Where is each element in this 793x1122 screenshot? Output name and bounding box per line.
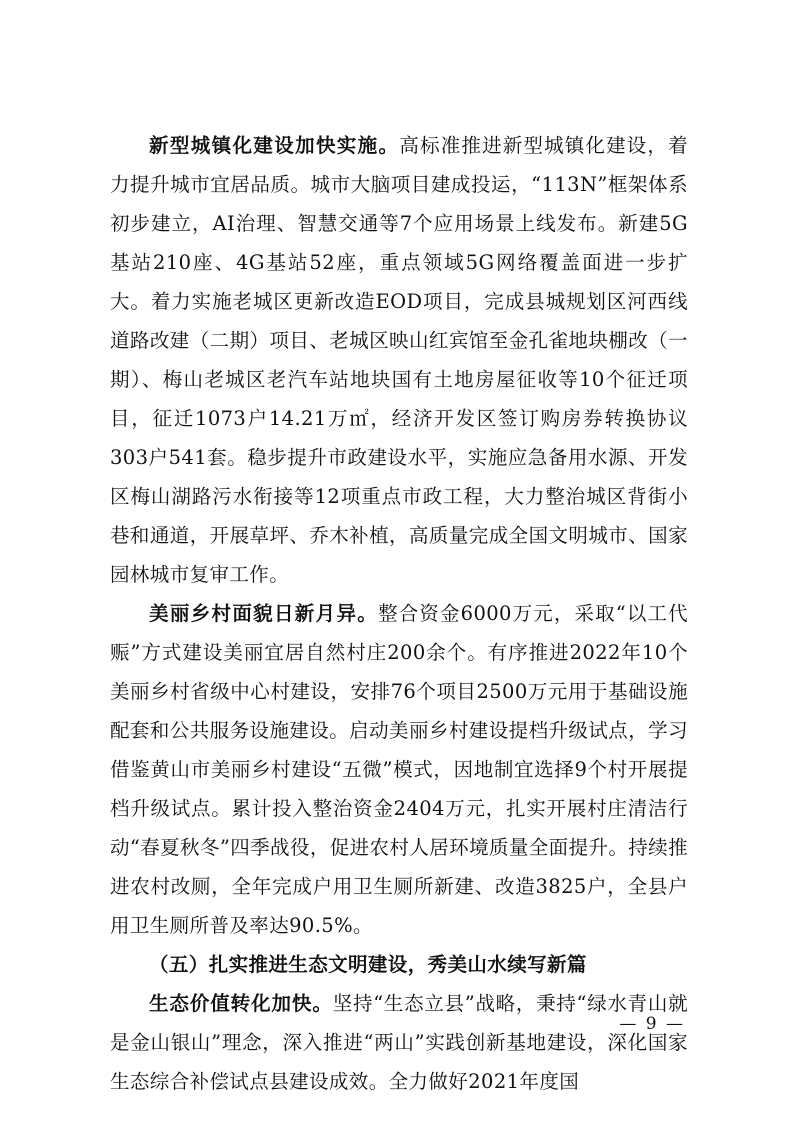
paragraph-text: 高标准推进新型城镇化建设，着力提升城市宜居品质。城市大脑项目建成投运，“113N”框架体系初步建立，AI治理、智慧交通等7个应用场景上线发布。新建5G基站210座、4G基站52座，重点领域5G网络覆盖面进一步扩大。着力实施老城区更新改造EOD项目，完成县城规划区河西线道路改建（二期）项目、老城区映山红宾馆至金孔雀地块棚改（一期）、梅山老城区老汽车站地块国有土地房屋征收等10个征迁项目，征迁1073户14.21万㎡，经济开发区签订购房券转换协议303户541套。稳步提升市政建设水平，实施应急备用水源、开发区梅山湖路污水衔接等12项重点市政工程，大力整治城区背街小巷和通道，开展草坪、乔木补植，高质量完成全国文明城市、国家园林城市复审工作。 <box>110 134 688 586</box>
paragraph-ecology-value <box>110 984 688 1101</box>
paragraph-lead: 新型城镇化建设加快实施。 <box>149 134 400 157</box>
paragraph-lead: 美丽乡村面貌日新月异。 <box>149 602 379 625</box>
paragraph-rural-beauty <box>110 594 688 945</box>
paragraph-lead: 生态价值转化加快。 <box>149 992 333 1015</box>
paragraph-text: 坚持“生态立县”战略，秉持“绿水青山就是金山银山”理念，深入推进“两山”实践创新基地建设，深化国家生态综合补偿试点县建设成效。全力做好2021年度国 <box>110 992 688 1093</box>
paragraph-text: 整合资金6000万元，采取“以工代赈”方式建设美丽宜居自然村庄200余个。有序推进2022年10个美丽乡村省级中心村建设，安排76个项目2500万元用于基础设施配套和公共服务设施建设。启动美丽乡村建设提档升级试点，学习借鉴黄山市美丽乡村建设“五微”模式，因地制宜选择9个村开展提档升级试点。累计投入整治资金2404万元，扎实开展村庄清洁行动“春夏秋冬”四季战役，促进农村人居环境质量全面提升。持续推进农村改厕，全年完成户用卫生厕所新建、改造3825户，全县户用卫生厕所普及率达90.5%。 <box>110 602 688 937</box>
page-number: — 9 — <box>619 1014 685 1034</box>
paragraph-urbanization <box>110 126 688 594</box>
section-heading: （五）扎实推进生态文明建设，秀美山水续写新篇 <box>149 953 587 976</box>
document-page-body <box>110 126 688 1101</box>
